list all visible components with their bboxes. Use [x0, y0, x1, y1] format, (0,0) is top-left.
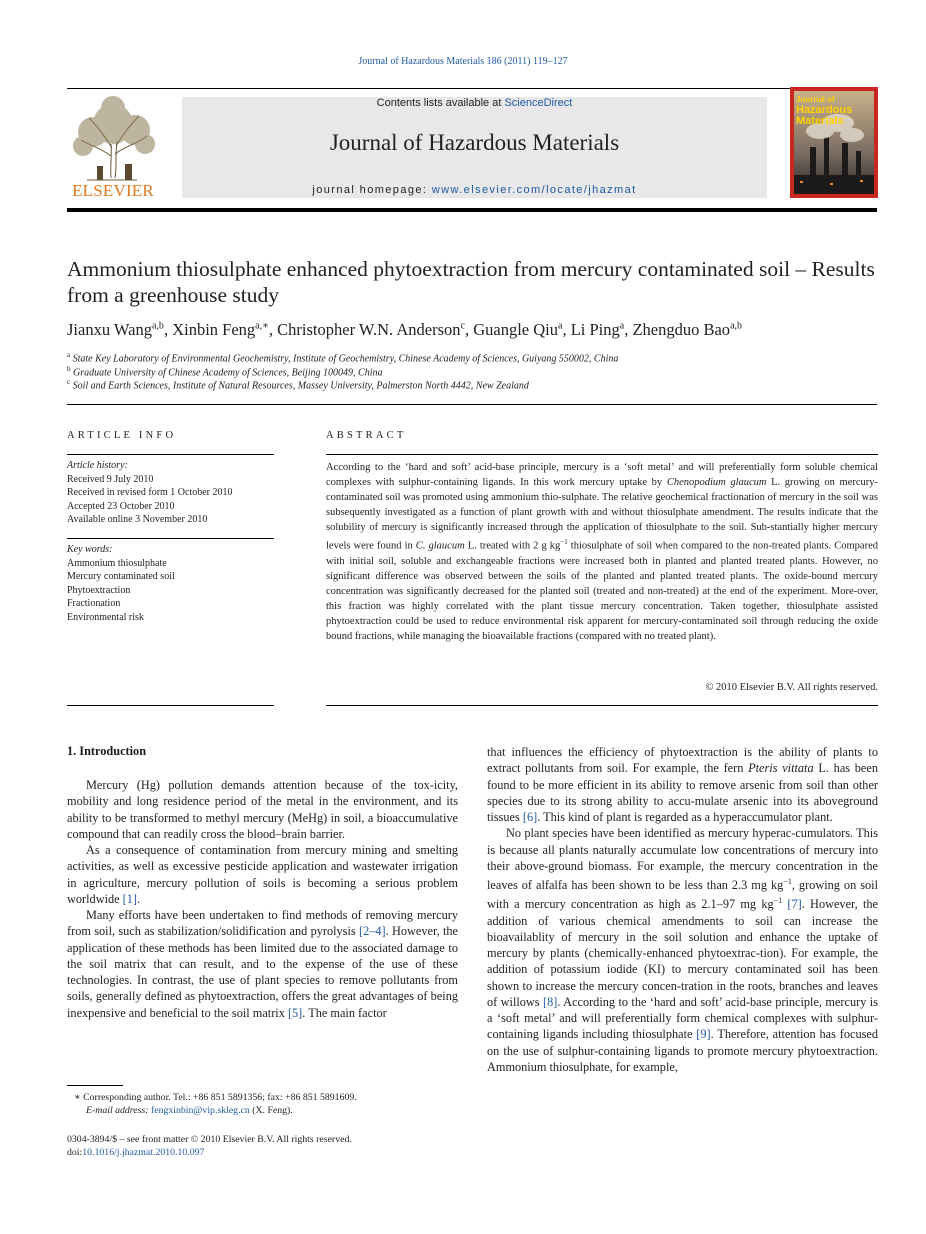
doi-link[interactable]: 10.1016/j.jhazmat.2010.10.097: [82, 1147, 205, 1158]
introduction-heading: 1. Introduction: [67, 744, 147, 758]
doi-prefix: doi:: [67, 1147, 83, 1158]
header-top-rule: [67, 88, 877, 89]
email-label: E-mail address:: [86, 1105, 149, 1116]
author-sep: ,: [464, 320, 474, 339]
article-info-bottom-rule: [67, 705, 274, 706]
author-name: Christopher W.N. Anderson: [277, 320, 461, 339]
footnote-text: Corresponding author. Tel.: +86 851 5891356; fax: +86 851 5891609.: [83, 1092, 357, 1103]
abstract-segment: According to the ‘hard and soft’ acid-base principle, mercury is a ‘soft metal’ and will preferentially form soluble chemical complexes with sulphur-containing ligands. In this work mercury uptake by: [326, 462, 878, 488]
affiliation: [67, 378, 887, 391]
species-name: C. glaucum: [415, 540, 465, 552]
contents-line: [182, 97, 767, 109]
author: [172, 320, 277, 339]
email-note: [86, 1104, 476, 1117]
homepage-prefix: journal homepage:: [312, 184, 432, 196]
abstract-heading: ABSTRACT: [326, 430, 407, 441]
citation-link[interactable]: [7]: [787, 897, 802, 912]
contents-prefix: Contents lists available at: [376, 97, 505, 109]
abstract-segment: L. treated with 2 g kg: [464, 540, 561, 552]
header-bottom-rule: [67, 208, 877, 212]
text-segment: . However, the addition of various chemical amendments to soil can increase the bioavailablity of mercury in the soil solution and enhance the uptake of mercury by plants (chemically-enhanced phytoextrac-tion). For example, the addition of potassium iodide (KI) to mercury contaminated soil has been shown to increase the mercury concen-tration in the roots, branches and leaves of willows: [487, 897, 878, 1009]
abstract-bottom-rule: [326, 705, 878, 706]
paper-title: Ammonium thiosulphate enhanced phytoextraction from mercury contaminated soil – Results from a greenhouse study: [67, 257, 875, 307]
keywords-label: Key words:: [67, 544, 113, 555]
keywords-block: [67, 543, 274, 624]
homepage-link[interactable]: www.elsevier.com/locate/jhazmat: [431, 184, 637, 196]
author-name: Xinbin Feng: [172, 320, 256, 339]
author-affil-mark[interactable]: c: [460, 320, 465, 332]
text-segment: . The main factor: [302, 1005, 387, 1020]
author: [67, 320, 172, 339]
author-list: [67, 320, 887, 340]
author: [632, 320, 742, 339]
abstract-text: [326, 460, 878, 644]
article-history: [67, 459, 274, 527]
paragraph: [67, 907, 458, 1021]
email-link[interactable]: fengxinbin@vip.skleg.cn: [150, 1105, 250, 1116]
text-segment: . Therefore, attention has focused on the use of sulphur-containing ligands to promote mercury phytoextraction. Ammonium thiosulphate, for example,: [487, 1027, 878, 1074]
elsevier-wordmark: ELSEVIER: [72, 181, 154, 200]
author-sep: ,: [268, 320, 278, 339]
author-sep: ,: [562, 320, 571, 339]
affiliation-mark: c: [67, 378, 71, 386]
article-info-heading: ARTICLE INFO: [67, 430, 177, 441]
keyword: Environmental risk: [67, 611, 144, 623]
text-segment: , growing on soil with a mercury concentration as high as 2.1–97 mg kg: [487, 878, 878, 912]
article-history-label: Article history:: [67, 460, 128, 471]
cover-title-line: Journal of: [796, 95, 835, 104]
keywords-rule: [67, 538, 274, 539]
author: [277, 320, 473, 339]
cover-title: [796, 95, 852, 127]
paragraph: [487, 744, 878, 825]
paragraph: [487, 825, 878, 1075]
affiliations-rule: [67, 404, 877, 405]
journal-title: Journal of Hazardous Materials: [329, 130, 620, 155]
text-segment: Many efforts have been undertaken to find methods of removing mercury from soil, such as stabilization/solidification and pyrolysis: [67, 908, 458, 939]
text-segment: . However, the application of these methods has been limited due to the associated damage to the soil matrix that can result, and to the expense of the use of these technologies. In contrast, the use of plant species to remove pollutants from soils, generally defined as phytoextraction, offers the great advantages of being inexpensive and beneficial to the soil matrix: [67, 924, 458, 1020]
body-left-column: [67, 777, 458, 1021]
keyword: Mercury contaminated soil: [67, 571, 175, 582]
abstract-copyright: © 2010 Elsevier B.V. All rights reserved.: [705, 682, 878, 693]
affiliation: [67, 365, 887, 378]
unit-exponent: −1: [560, 538, 568, 546]
text-segment: . According to the ‘hard and soft’ acid-base principle, mercury is a ‘soft metal’ and will preferentially form chemical complexes with sulphur-containing ligands including thiosulphate: [487, 994, 878, 1042]
footnote-star: ∗: [74, 1092, 81, 1103]
keyword: Fractionation: [67, 598, 121, 609]
email-suffix: (X. Feng).: [249, 1105, 293, 1116]
cover-title-line: Materials: [796, 115, 844, 127]
history-entry: Accepted 23 October 2010: [67, 500, 175, 512]
paragraph: [67, 842, 458, 907]
author-name: Zhengduo Bao: [632, 320, 731, 339]
author-name: Guangle Qiu: [473, 320, 558, 339]
abstract-rule: [326, 454, 878, 455]
history-entry: Received 9 July 2010: [67, 473, 154, 485]
text-segment: that influences the efficiency of phytoextraction is the ability of plants to extract pollutants from soil. For example, the fern: [487, 745, 878, 776]
author-affil-mark[interactable]: a: [619, 320, 625, 332]
citation-link[interactable]: [5]: [287, 1005, 303, 1020]
author-affil-mark[interactable]: a,∗: [255, 320, 269, 332]
species-name: Chenopodium glaucum: [666, 477, 767, 488]
author-name: Li Ping: [570, 320, 620, 339]
citation-link[interactable]: [2–4]: [358, 924, 386, 939]
text-segment: No plant species have been identified as mercury hyperac-cumulators. This is because all plants naturally accumulate low concentrations of mercury into their above-ground biomass. For example, the mercury concentration in the leaves of alfalfa has been shown to be less than 2.3 mg kg: [487, 826, 878, 893]
text-segment: .: [137, 891, 141, 906]
citation-link[interactable]: [9]: [696, 1027, 711, 1042]
front-matter-line: 0304-3894/$ – see front matter © 2010 Elsevier B.V. All rights reserved.: [67, 1134, 352, 1145]
keyword: Ammonium thiosulphate: [67, 557, 167, 569]
affiliation-text: State Key Laboratory of Environmental Geochemistry, Institute of Geochemistry, Chinese Academy of Sciences, Guiyang 550002, China: [72, 353, 619, 365]
author: [473, 320, 570, 339]
article-info-rule: [67, 454, 274, 455]
journal-cover-image[interactable]: [790, 87, 878, 198]
affiliation: [67, 351, 887, 364]
journal-homepage-line: [182, 184, 767, 196]
body-right-column: [487, 744, 878, 1075]
abstract-segment: L. growing on mercury-contaminated soil was promoted using ammonium thio-sulphate. The relative geochemical fractionation of mercury in the soil was subsequently investigated as a function of plant growth with and without thiosulphate amendment. The results indicate that the solubility of mercury is significantly increased through the application of thiosulphate to the soil. Sub-stantially higher mercury levels were found in: [326, 477, 879, 552]
affiliation-mark: b: [67, 365, 71, 373]
citation-link[interactable]: [6]: [522, 810, 538, 824]
author-sep: ,: [163, 320, 173, 339]
author-affil-mark[interactable]: a: [557, 320, 563, 332]
journal-reference[interactable]: Journal of Hazardous Materials 186 (2011) 119–127: [358, 56, 568, 67]
doi-line: [67, 1146, 487, 1159]
author-affil-mark[interactable]: a,b: [730, 320, 743, 332]
unit-exponent: −1: [783, 877, 792, 886]
author-affil-mark[interactable]: a,b: [151, 320, 164, 332]
affiliation-text: Soil and Earth Sciences, Institute of Natural Resources, Massey University, Palmerston North 4442, New Zealand: [72, 380, 529, 392]
author-name: Jianxu Wang: [67, 320, 152, 339]
text-segment: . This kind of plant is regarded as a hyperaccumulator plant.: [537, 810, 833, 824]
citation-link[interactable]: [8]: [543, 994, 558, 1009]
species-name: Pteris vittata: [748, 761, 814, 776]
history-entry: Received in revised form 1 October 2010: [67, 487, 233, 498]
text-segment: As a consequence of contamination from mercury mining and smelting activities, as well as excessive pesticide application and wastewater irrigation in agriculture, mercury pollution of soils is becoming a serious problem worldwide: [67, 843, 458, 906]
footnote-rule: [67, 1085, 123, 1086]
sciencedirect-link[interactable]: ScienceDirect: [504, 97, 573, 109]
author-sep: ,: [624, 320, 633, 339]
text-segment: L. has been found to be more efficient in its ability to remove arsenic from soil than other species due to its strong ability to accu-mulate arsenic into its aboveground tissues: [487, 761, 878, 824]
affiliation-text: Graduate University of Chinese Academy of Sciences, Beijing 100049, China: [73, 367, 383, 379]
keyword: Phytoextraction: [67, 584, 131, 596]
paragraph: Mercury (Hg) pollution demands attention because of the tox-icity, mobility and long residence period of the metal in the environment, and its ability to be transformed to methyl mercury (MeHg) in soil, a bioaccumulative compound that can readily cross the blood–brain barrier.: [67, 778, 458, 841]
author: [571, 320, 633, 339]
cover-title-line: Hazardous: [796, 104, 853, 116]
citation-link[interactable]: [1]: [122, 891, 138, 906]
corresponding-author-note: [74, 1091, 464, 1104]
unit-exponent: −1: [773, 896, 783, 906]
abstract-segment: thiosulphate of soil when compared to the non-treated plants. Compared with initial soil, soluble and exchangeable fractions were increased both in planted and planted treated plants. However, no significant difference was observed between the soils of the planted and planted treated plants. The oxide-bound mercury concentration was significantly decreased for the planted soil (treated and non-treated) at the end of the experiment. More-over, this fraction was highly correlated with the plant tissue mercury concentration. Taken together, thiosulphate assisted phytoextraction could be used to reduce environmental risk apparent for mercury-contaminated soil through reducing the oxide bound fractions, while managing the bioavailable fractions (compared with no treated plant).: [326, 540, 878, 642]
affiliation-mark: a: [67, 351, 71, 359]
history-entry: Available online 3 November 2010: [67, 514, 208, 525]
